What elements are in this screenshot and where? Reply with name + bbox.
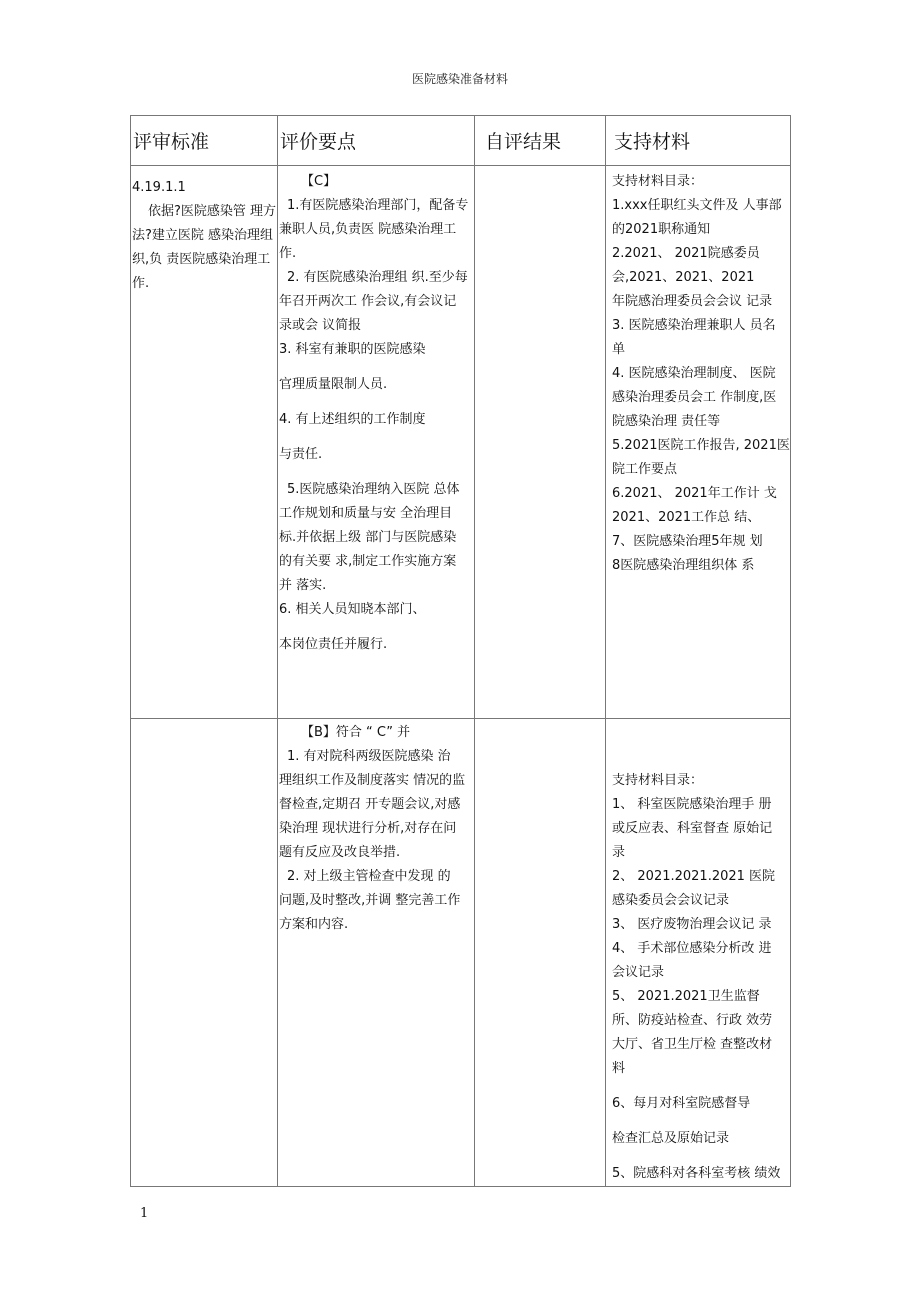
materials-line: 支持材料目录：	[612, 174, 704, 189]
standard-line: 织,负 责医院感染治理工	[132, 252, 271, 267]
materials-line: 5、 2021.2021卫生监督	[612, 989, 760, 1004]
materials-line: 4. 医院感染治理制度、 医院	[612, 366, 776, 381]
grade-c-label: 【C】	[301, 174, 337, 189]
materials-line: 5、院感科对各科室考核 绩效	[612, 1166, 781, 1181]
materials-line: 7、医院感染治理5年规 划	[612, 534, 763, 549]
table-header-row	[131, 116, 791, 166]
standard-line: 法?建立医院 感染治理组	[132, 228, 274, 243]
materials-line: 4、 手术部位感染分析改 进	[612, 941, 772, 956]
point-line: 标.并依据上级 部门与医院感染	[279, 530, 457, 545]
point-line: 2. 有医院感染治理组 织.至少每	[287, 270, 468, 285]
materials-line: 检查汇总及原始记录	[612, 1131, 730, 1146]
materials-line: 感染治理委员会工 作制度,医	[612, 390, 777, 405]
materials-line: 感染委员会会议记录	[612, 893, 730, 908]
point-line: 的有关要 求,制定工作实施方案	[279, 554, 457, 569]
point-line: 问题,及时整改,并调 整完善工作	[279, 893, 461, 908]
page-number: 1	[140, 1206, 149, 1221]
standard-line: 依据?医院感染管 理方	[148, 204, 277, 219]
point-line: 兼职人员,负责医 院感染治理工	[279, 222, 457, 237]
point-line: 方案和内容.	[279, 917, 349, 932]
materials-line: 所、防疫站检查、行政 效劳	[612, 1013, 773, 1028]
point-line: 并 落实.	[279, 578, 327, 593]
materials-cell	[606, 719, 791, 1187]
materials-line: 或反应表、科室督查 原始记	[612, 821, 773, 836]
point-line: 4. 有上述组织的工作制度	[279, 412, 426, 427]
materials-line: 6.2021、 2021年工作计 戈	[612, 486, 777, 501]
point-line: 工作规划和质量与安 全治理目	[279, 506, 453, 521]
column-header-points: 评价要点	[278, 116, 475, 166]
grade-b-label: 【B】符合 “ C” 并	[301, 725, 411, 740]
materials-line: 院工作要点	[612, 462, 678, 477]
point-line: 录或会 议简报	[279, 318, 362, 333]
materials-line: 8医院感染治理组织体 系	[612, 558, 755, 573]
materials-line: 2.2021、 2021院感委员	[612, 246, 760, 261]
standard-cell	[131, 719, 278, 1187]
point-line: 题有反应及改良举措.	[279, 845, 401, 860]
point-line: 染治理 现状进行分析,对存在问	[279, 821, 457, 836]
point-line: 督检查,定期召 开专题会议,对感	[279, 797, 461, 812]
point-line: 5.医院感染治理纳入医院 总体	[287, 482, 460, 497]
materials-line: 的2021职称通知	[612, 222, 711, 237]
column-header-materials: 支持材料	[606, 116, 791, 166]
materials-line: 会议记录	[612, 965, 665, 980]
materials-line: 单	[612, 342, 626, 357]
materials-line: 料	[612, 1061, 626, 1076]
materials-line: 院感染治理 责任等	[612, 414, 721, 429]
point-line: 6. 相关人员知晓本部门、	[279, 602, 426, 617]
materials-line: 年院感治理委员会会议 记录	[612, 294, 773, 309]
points-cell	[278, 719, 475, 1187]
materials-line: 1.xxx任职红头文件及 人事部	[612, 198, 782, 213]
document-header: 医院感染准备材料	[411, 72, 508, 86]
self-eval-cell	[475, 166, 606, 719]
self-eval-cell	[475, 719, 606, 1187]
materials-line: 5.2021医院工作报告, 2021医	[612, 438, 790, 453]
point-line: 1. 有对院科两级医院感染 治	[287, 749, 451, 764]
table-row	[131, 166, 791, 719]
point-line: 3. 科室有兼职的医院感染	[279, 342, 426, 357]
column-header-standard: 评审标准	[131, 116, 278, 166]
materials-line: 3、 医疗废物治理会议记 录	[612, 917, 772, 932]
table-row	[131, 719, 791, 1187]
point-line: 理组织工作及制度落实 情况的监	[279, 773, 466, 788]
standard-line: 作.	[132, 276, 150, 291]
standard-line: 4.19.1.1	[132, 180, 186, 195]
materials-line: 1、 科室医院感染治理手 册	[612, 797, 772, 812]
point-line: 1.有医院感染治理部门，配备专	[287, 198, 469, 213]
point-line: 官理质量限制人员.	[279, 377, 388, 392]
materials-line: 2、 2021.2021.2021 医院	[612, 869, 776, 884]
materials-line: 3. 医院感染治理兼职人 员名	[612, 318, 776, 333]
materials-line: 会,2021、2021、2021	[612, 270, 755, 285]
materials-cell	[606, 166, 791, 719]
materials-line: 6、每月对科室院感督导	[612, 1096, 751, 1111]
point-line: 年召开两次工 作会议,有会议记	[279, 294, 457, 309]
point-line: 与责任.	[279, 447, 323, 462]
evaluation-table	[130, 115, 791, 1187]
point-line: 作.	[279, 246, 297, 261]
point-line: 2. 对上级主管检查中发现 的	[287, 869, 451, 884]
point-line: 本岗位责任并履行.	[279, 637, 388, 652]
points-cell	[278, 166, 475, 719]
materials-line: 大厅、省卫生厅检 查整改材	[612, 1037, 773, 1052]
standard-cell	[131, 166, 278, 719]
materials-line: 支持材料目录：	[612, 773, 704, 788]
materials-line: 2021、2021工作总 结、	[612, 510, 761, 525]
materials-line: 录	[612, 845, 626, 860]
column-header-self-eval: 自评结果	[475, 116, 606, 166]
